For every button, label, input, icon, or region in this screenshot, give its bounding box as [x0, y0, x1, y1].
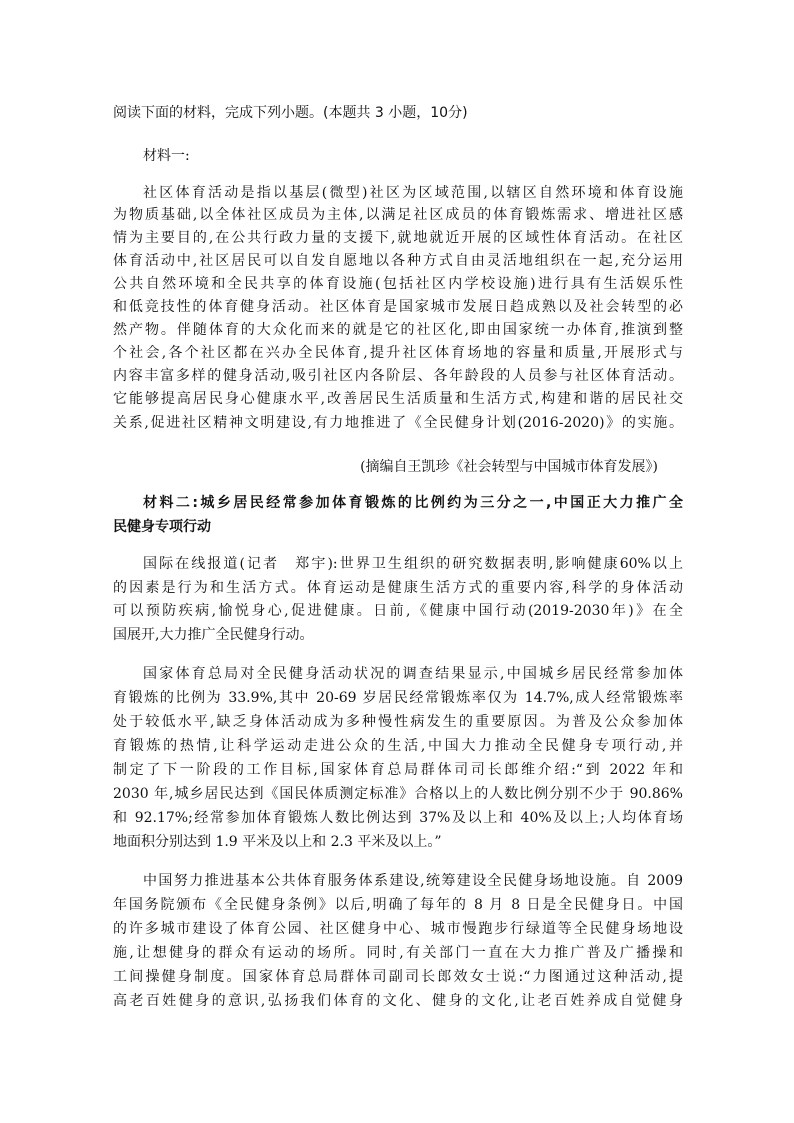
material1-line: 和低竞技性的体育健身活动。社区体育是国家城市发展日趋成熟以及社会转型的必: [113, 299, 683, 315]
material2-heading-cont: 民健身专项行动: [113, 519, 211, 535]
material2-para2-line: 地面积分别达到 1.9 平米及以上和 2.3 平米及以上。”: [113, 834, 442, 850]
material2-para2-line: 国家体育总局对全民健身活动状况的调查结果显示,中国城乡居民经常参加体: [143, 666, 683, 682]
material2-para2-line: 制定了下一阶段的工作目标,国家体育总局群体司司长郎维介绍:“到 2022 年和: [113, 762, 683, 778]
material2-para1-line: 国际在线报道(记者 郑宇):世界卫生组织的研究数据表明,影响健康60%以上: [143, 556, 683, 572]
material1-line: 社区体育活动是指以基层(微型)社区为区域范围,以辖区自然环境和体育设施: [143, 185, 683, 201]
material2-para1-line: 国展开,大力推广全民健身行动。: [113, 627, 314, 643]
material2-para3-line: 的许多城市建设了体育公园、社区健身中心、城市慢跑步行绿道等全民健身场地设: [113, 921, 683, 937]
material1-line: 个社会,各个社区都在兴办全民体育,提升社区体育场地的容量和质量,开展形式与: [113, 345, 683, 361]
material2-para2-line: 育锻炼的比例为 33.9%,其中 20-69 岁居民经常锻炼率仅为 14.7%,成人经常锻炼率: [113, 690, 683, 706]
material2-para1-line: 可以预防疾病,愉悦身心,促进健康。日前,《健康中国行动(2019-2030年)》在全: [113, 603, 683, 619]
material2-para2-line: 处于较低水平,缺乏身体活动成为多种慢性病发生的重要原因。为普及公众参加体: [113, 714, 683, 730]
material2-para2-line: 和 92.17%;经常参加体育锻炼人数比例达到 37%及以上和 40%及以上;人均体育场: [113, 810, 683, 826]
material2-para3-line: 年国务院颁布《全民健身条例》以后,明确了每年的 8 月 8 日是全民健身日。中国: [113, 897, 683, 913]
material2-para3-line: 中国努力推进基本公共体育服务体系建设,统筹建设全民健身场地设施。自 2009: [143, 873, 683, 889]
material2-para3-line: 高老百姓健身的意识,弘扬我们体育的文化、健身的文化,让老百姓养成自觉健身: [113, 993, 683, 1009]
material1-source: (摘编自王凯珍《社会转型与中国城市体育发展》): [360, 459, 658, 475]
material1-line: 为物质基础,以全体社区成员为主体,以满足社区成员的体育锻炼需求、增进社区感: [113, 207, 683, 223]
material1-line: 然产物。伴随体育的大众化而来的就是它的社区化,即由国家统一办体育,推演到整: [113, 322, 683, 338]
material1-line: 体育活动中,社区居民可以自发自愿地以各种方式自由灵活地组织在一起,充分运用: [113, 253, 683, 269]
material1-line: 公共自然环境和全民共享的体育设施(包括社区内学校设施)进行具有生活娱乐性: [113, 276, 683, 292]
material2-heading: 材料二:城乡居民经常参加体育锻炼的比例约为三分之一,中国正大力推广全: [143, 495, 683, 511]
material2-para2-line: 2030 年,城乡居民达到《国民体质测定标准》合格以上的人数比例分别不少于 90.86%: [113, 786, 683, 802]
question-instructions: 阅读下面的材料，完成下列小题。(本题共 3 小题，10分): [113, 105, 468, 121]
material2-para1-line: 的因素是行为和生活方式。体育运动是健康生活方式的重要内容,科学的身体活动: [113, 580, 683, 596]
material2-para2-line: 育锻炼的热情,让科学运动走进公众的生活,中国大力推动全民健身专项行动,并: [113, 738, 683, 754]
material1-line: 情为主要目的,在公共行政力量的支援下,就地就近开展的区域性体育活动。在社区: [113, 230, 683, 246]
material1-line: 内容丰富多样的健身活动,吸引社区内各阶层、各年龄段的人员参与社区体育活动。: [113, 368, 683, 384]
material2-para3-line: 工间操健身制度。国家体育总局群体司副司长郎效女士说:“力图通过这种活动,提: [113, 969, 683, 985]
material1-line: 关系,促进社区精神文明建设,有力地推进了《全民健身计划(2016-2020)》的实施。: [113, 415, 683, 431]
material2-para3-line: 施,让想健身的群众有运动的场所。同时,有关部门一直在大力推广普及广播操和: [113, 945, 683, 961]
material1-line: 它能够提高居民身心健康水平,改善居民生活质量和生活方式,构建和谐的居民社交: [113, 391, 683, 407]
material1-heading: 材料一:: [143, 148, 190, 164]
